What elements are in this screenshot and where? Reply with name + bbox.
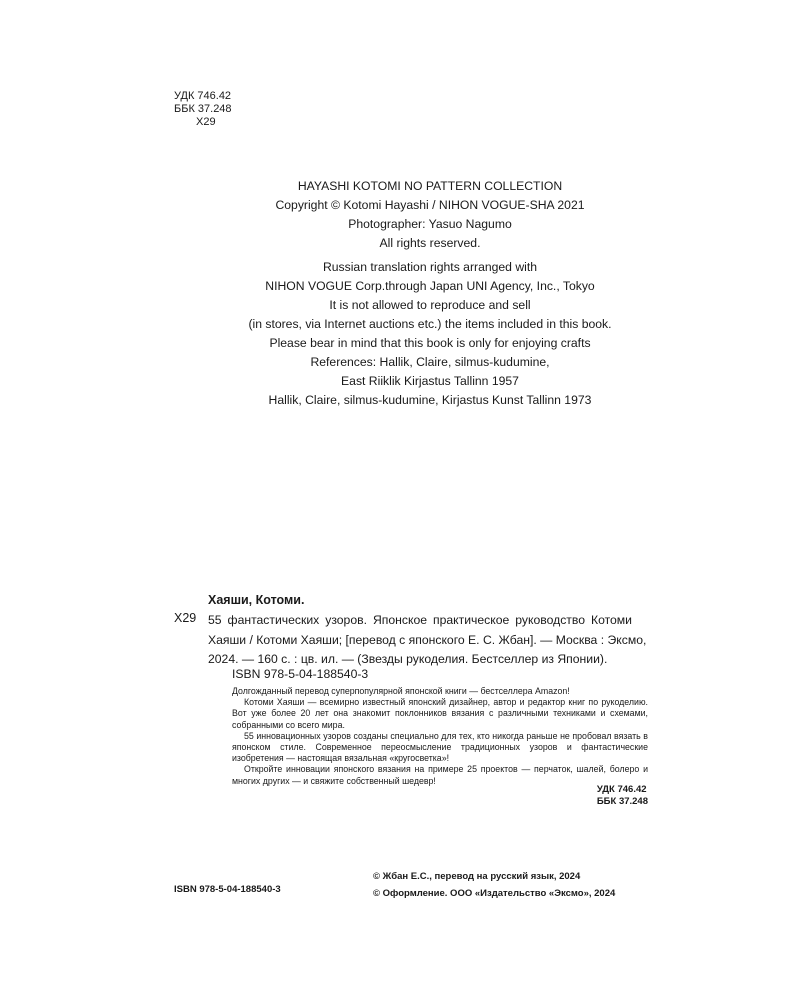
rights-line: East Riiklik Kirjastus Tallinn 1957 (341, 374, 519, 388)
bib-description (208, 611, 647, 670)
rights-line: Please bear in mind that this book is only for enjoying crafts (269, 336, 591, 350)
udk-code: УДК 746.42 (596, 784, 647, 795)
author-mark: Х29 (196, 116, 216, 128)
rights-line: (in stores, via Internet auctions etc.) the items included in this book. (248, 317, 612, 331)
rights-line: References: Hallik, Claire, silmus-kudumine, (310, 355, 550, 369)
annotation-paragraph: 55 инновационных узоров созданы специально для тех, кто никогда раньше не пробовал вязать в японском стиле. Современное переосмысление традиционных узоров и фантастические изобретения — настоящая вязальная «кругосветка»! (232, 730, 648, 764)
bbk-code: ББК 37.248 (174, 103, 232, 115)
rights-line: NIHON VOGUE Corp.through Japan UNI Agency, Inc., Tokyo (265, 279, 595, 293)
udk-code: УДК 746.42 (174, 90, 232, 102)
rights-line: It is not allowed to reproduce and sell (329, 298, 531, 312)
annotation-paragraph: Откройте инновации японского вязания на примере 25 проектов — перчаток, шалей, болеро и многих других — и свяжите собственный шедевр! (232, 764, 648, 786)
isbn: ISBN 978-5-04-188540-3 (174, 884, 281, 895)
bottom-classification (597, 784, 648, 808)
bib-line: Хаяши / Котоми Хаяши; [перевод с японского Е. С. Жбан]. — Москва : Эксмо, (208, 632, 647, 647)
bbk-code: ББК 37.248 (596, 796, 648, 807)
copyright-translation: © Жбан Е.С., перевод на русский язык, 2024 (373, 871, 581, 882)
bib-author: Хаяши, Котоми. (208, 593, 305, 607)
annotation-paragraph: Долгожданный перевод суперпопулярной японской книги — бестселлера Amazon! (232, 686, 570, 696)
original-copyright-block (180, 177, 680, 253)
copyright-line: All rights reserved. (379, 236, 481, 250)
annotation-paragraph: Котоми Хаяши — всемирно известный японский дизайнер, автор и редактор книг по рукоделию. Вот уже более 20 лет она знакомит поклонников вязания с различными техниками и схемами, собранными со всего мира. (232, 697, 648, 730)
copyright-line: Photographer: Yasuo Nagumo (348, 217, 512, 231)
copyright-line: Copyright © Kotomi Hayashi / NIHON VOGUE-SHA 2021 (275, 198, 585, 212)
annotation (232, 686, 648, 787)
bib-isbn: ISBN 978-5-04-188540-3 (232, 667, 369, 681)
classification-codes (174, 90, 232, 129)
rights-line: Hallik, Claire, silmus-kudumine, Kirjastus Kunst Tallinn 1973 (268, 393, 592, 407)
rights-block (180, 258, 680, 410)
copyright-notices (373, 868, 615, 902)
rights-line: Russian translation rights arranged with (322, 260, 538, 274)
copyright-design: © Оформление. ООО «Издательство «Эксмо», 2024 (373, 888, 616, 899)
copyright-line: HAYASHI KOTOMI NO PATTERN COLLECTION (297, 179, 563, 193)
bib-line: 2024. — 160 с. : цв. ил. — (Звезды рукоделия. Бестселлер из Японии). (208, 652, 608, 666)
bib-line: 55 фантастических узоров. Японское практическое руководство Котоми (208, 613, 632, 627)
bib-author-mark: Х29 (174, 611, 197, 625)
